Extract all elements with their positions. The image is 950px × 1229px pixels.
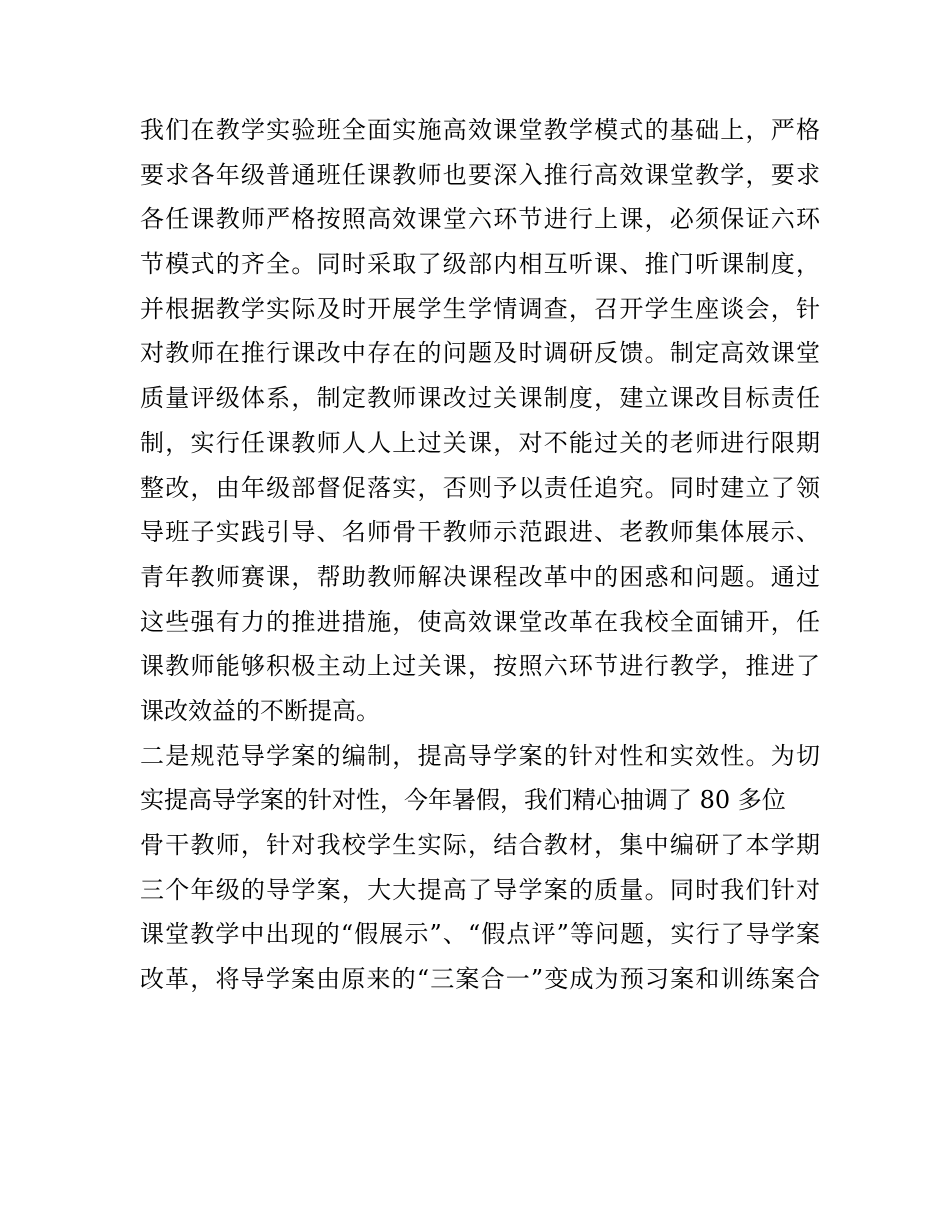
text-line: 实提高导学案的针对性，今年暑假，我们精心抽调了 80 多位 — [140, 786, 786, 815]
text-line: 要求各年级普通班任课教师也要深入推行高效课堂教学，要求 — [140, 160, 820, 189]
text-line: 各任课教师严格按照高效课堂六环节进行上课，必须保证六环 — [140, 205, 820, 234]
text-line: 课堂教学中出现的“假展示”、“假点评”等问题，实行了导学案 — [140, 920, 820, 949]
body-text — [140, 108, 820, 1002]
text-line: 质量评级体系，制定教师课改过关课制度，建立课改目标责任 — [140, 384, 820, 413]
text-line: 骨干教师，针对我校学生实际，结合教材，集中编研了本学期 — [140, 831, 820, 859]
text-line: 青年教师赛课，帮助教师解决课程改革中的困惑和问题。通过 — [140, 562, 820, 591]
text-line: 并根据教学实际及时开展学生学情调查，召开学生座谈会，针 — [140, 294, 820, 323]
text-line: 课改效益的不断提高。 — [140, 696, 380, 725]
text-line: 这些强有力的推进措施，使高效课堂改革在我校全面铺开，任 — [140, 607, 820, 636]
text-line: 节模式的齐全。同时采取了级部内相互听课、推门听课制度， — [140, 250, 820, 279]
text-line: 改革，将导学案由原来的“三案合一”变成为预习案和训练案合 — [140, 965, 820, 994]
text-line: 整改，由年级部督促落实，否则予以责任追究。同时建立了领 — [140, 473, 820, 502]
text-line: 我们在教学实验班全面实施高效课堂教学模式的基础上，严格 — [140, 116, 820, 144]
text-line: 三个年级的导学案，大大提高了导学案的质量。同时我们针对 — [140, 875, 820, 904]
text-line: 对教师在推行课改中存在的问题及时调研反馈。制定高效课堂 — [140, 339, 820, 368]
text-line: 二是规范导学案的编制，提高导学案的针对性和实效性。为切 — [140, 741, 820, 770]
text-line: 制，实行任课教师人人上过关课，对不能过关的老师进行限期 — [140, 428, 820, 457]
text-line: 导班子实践引导、名师骨干教师示范跟进、老教师集体展示、 — [140, 518, 820, 547]
text-line: 课教师能够积极主动上过关课，按照六环节进行教学，推进了 — [140, 652, 820, 681]
